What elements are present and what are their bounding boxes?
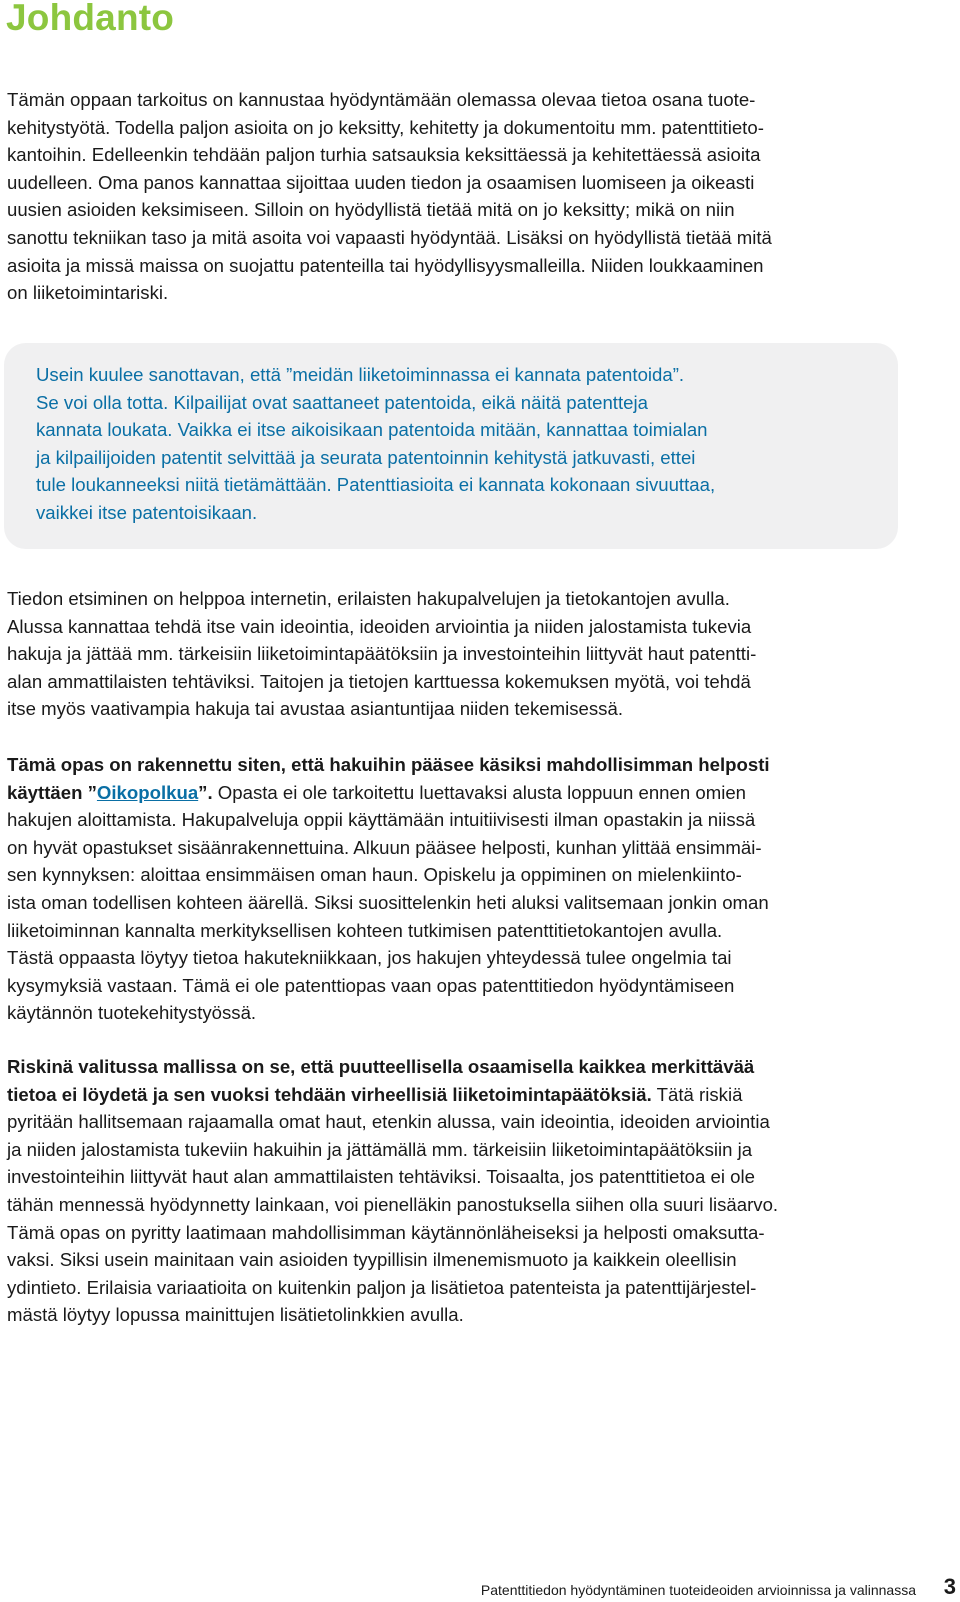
text-line: Tämän oppaan tarkoitus on kannustaa hyödyntämään olemassa olevaa tietoa osana tuote-	[7, 89, 756, 110]
text-line: vaksi. Siksi usein mainitaan vain asioiden tyypillisin ilmenemismuoto ja kaikkein oleellisin	[7, 1249, 737, 1271]
callout-line: vaikkei itse patentoisikaan.	[36, 501, 258, 523]
text-line: kehitystyötä. Todella paljon asioita on jo keksitty, kehitetty ja dokumentoitu mm. patenttitieto-	[7, 116, 764, 138]
callout-line: kannata loukata. Vaikka ei itse aikoisikaan patentoida mitään, kannattaa toimialan	[36, 419, 708, 440]
text-line: investointeihin liittyvät haut alan ammattilaisten tehtäviksi. Toisaalta, jos patenttitietoa ei ole	[7, 1166, 755, 1188]
callout-line: Se voi olla totta. Kilpailijat ovat saattaneet patentoida, eikä näitä patentteja	[36, 391, 648, 413]
text-line: alan ammattilaisten tehtäviksi. Taitojen ja tietojen karttuessa kokemuksen myötä, voi tehdä	[7, 670, 751, 692]
page-title: Johdanto	[6, 0, 175, 38]
callout-box	[4, 343, 898, 549]
text-line: sanottu tekniikan taso ja mitä asoita voi vapaasti hyödyntää. Lisäksi on hyödyllistä tietää mitä	[7, 226, 772, 248]
text-line: mästä löytyy lopussa mainittujen lisätietolinkkien avulla.	[7, 1304, 464, 1326]
bold-text-line: Riskinä valitussa mallissa on se, että puutteellisella osaamisella kaikkea merkittävää	[7, 1056, 755, 1077]
text-line: liiketoiminnan kannalta merkityksellisen kohteen tutkimisen patenttitietokantojen avulla.	[7, 919, 723, 941]
callout-text	[36, 361, 715, 526]
risk-paragraph	[7, 1053, 952, 1329]
bold-text: tietoa ei löydetä ja sen vuoksi tehdään virheellisiä liiketoimintapäätöksiä.	[7, 1083, 652, 1105]
text-line: Tästä oppaasta löytyy tietoa hakutekniikkaan, jos hakujen yhteydessä tulee ongelmia tai	[7, 947, 732, 969]
text-line: on hyvät opastukset sisäänrakennettuina. Alkuun pääsee helposti, kunhan ylittää ensimmäi-	[7, 836, 762, 858]
text-fragment: Opasta ei ole tarkoitettu luettavaksi alusta loppuun ennen omien	[212, 781, 747, 803]
text-line: ja niiden jalostamista tukeviin hakuihin ja jättämällä mm. tärkeisiin liiketoimintapäätöksiin ja	[7, 1138, 753, 1160]
callout-line: Usein kuulee sanottavan, että ”meidän liiketoiminnassa ei kannata patentoida”.	[36, 364, 685, 385]
text-line: hakujen aloittamista. Hakupalveluja oppii käyttämään intuitiivisesti ilman opastakin ja niissä	[7, 809, 756, 831]
bold-text-line: Tämä opas on rakennettu siten, että hakuihin pääsee käsiksi mahdollisimman helposti	[7, 754, 770, 775]
text-line: Tiedon etsiminen on helppoa internetin, erilaisten hakupalvelujen ja tietokantojen avulla.	[7, 588, 730, 609]
oikopolku-link[interactable]: Oikopolkua	[96, 781, 199, 803]
text-line: hakuja ja jättää mm. tärkeisiin liiketoimintapäätöksiin ja investointeihin liittyvät haut patentti-	[7, 643, 757, 665]
text-line: pyritään hallitsemaan rajaamalla omat haut, etenkin alussa, vain ideointia, ideoiden arviointia	[7, 1111, 770, 1133]
text-line: kantoihin. Edelleenkin tehdään paljon turhia satsauksia keksittäessä ja kehitettäessä asioita	[7, 144, 761, 166]
text-fragment: Tätä riskiä	[651, 1083, 743, 1105]
text-line: Tämä opas on pyritty laatimaan mahdollisimman käytännönläheiseksi ja helposti omaksutta-	[7, 1221, 765, 1243]
text-line: asioita ja missä maissa on suojattu patenteilla tai hyödyllisyysmalleilla. Niiden loukkaaminen	[7, 254, 764, 276]
page-number: 3	[943, 1574, 956, 1599]
text-line: on liiketoimintariski.	[7, 282, 169, 304]
text-line: sen kynnyksen: aloittaa ensimmäisen oman haun. Opiskelu ja oppiminen on mielenkiinto-	[7, 864, 742, 886]
text-line	[7, 1081, 952, 1109]
search-paragraph	[7, 585, 927, 723]
text-line: ista oman todellisen kohteen äärellä. Siksi suosittelenkin heti aluksi valitsemaan jonkin oman	[7, 891, 769, 913]
text-line: ydintieto. Erilaisia variaatioita on kuitenkin paljon ja lisätietoa patenteista ja patenttijärjestel-	[7, 1276, 757, 1298]
text-line: itse myös vaativampia hakuja tai avustaa asiantuntijaa niiden tekemisessä.	[7, 698, 623, 720]
text-line: uusien asioiden keksimiseen. Silloin on hyödyllistä tietää mitä on jo keksitty; mikä on niin	[7, 199, 735, 221]
text-line: uudelleen. Oma panos kannattaa sijoittaa uuden tiedon ja osaamisen luomiseen ja oikeasti	[7, 171, 755, 193]
intro-paragraph	[7, 86, 912, 307]
bold-text: käyttäen ”	[7, 781, 97, 803]
callout-line: ja kilpailijoiden patentit selvittää ja seurata patentoinnin kehitystä jatkuvasti, ettei	[36, 446, 696, 468]
text-line: kysymyksiä vastaan. Tämä ei ole patenttiopas vaan opas patenttitiedon hyödyntämiseen	[7, 974, 735, 996]
text-line	[7, 779, 937, 807]
text-line: Alussa kannattaa tehdä itse vain ideointia, ideoiden arviointia ja niiden jalostamista tukevia	[7, 615, 752, 637]
callout-line: tule loukanneeksi niitä tietämättään. Patenttiasioita ei kannata kokonaan sivuuttaa,	[36, 474, 716, 495]
bold-text: ”.	[198, 781, 213, 803]
footer-title: Patenttitiedon hyödyntäminen tuoteideoiden arvioinnissa ja valinnassa	[480, 1582, 916, 1598]
text-line: tähän mennessä hyödynnetty lainkaan, voi pienelläkin panostuksella siihen olla suuri lisäarvo.	[7, 1193, 779, 1215]
text-line: käytännön tuotekehitystyössä.	[7, 1002, 257, 1024]
guide-paragraph	[7, 751, 937, 1027]
